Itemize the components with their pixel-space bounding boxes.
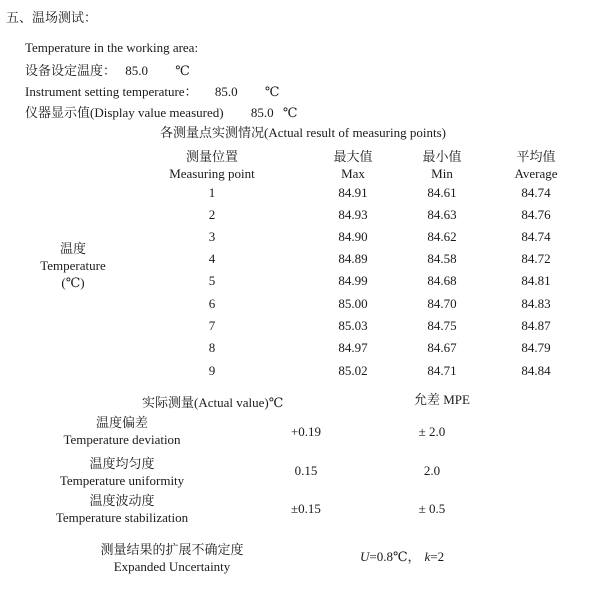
summary-label-deviation [42,414,202,448]
display-value-label: 仪器显示值(Display value measured) [25,105,224,120]
cell-avg: 84.76 [521,207,551,222]
cell-avg: 84.74 [521,185,551,200]
uniformity-actual: 0.15 [294,463,318,478]
header-min-cn: 最小值 [422,149,462,164]
display-value-value: 85.0 [250,105,274,120]
cell-point: 3 [208,229,216,244]
cell-point: 1 [208,185,216,200]
deviation-label-en: Temperature deviation [63,432,181,447]
cell-min: 84.58 [427,251,457,266]
actual-result-title: 各测量点实测情况(Actual result of measuring points) [160,125,446,140]
cell-point: 2 [208,207,216,222]
setting-temp-en-value: 85.0 [214,84,238,99]
cell-min: 84.71 [427,363,457,378]
cell-avg: 84.81 [521,273,551,288]
row-label-temperature [28,240,118,291]
row-label-unit: (℃) [61,275,85,290]
cell-max: 84.91 [338,185,368,200]
summary-label-stabilization [42,492,202,526]
cell-avg: 84.74 [521,229,551,244]
setting-temp-cn-unit: ℃ [175,63,190,78]
setting-temp-en-label: Instrument setting temperature： [25,84,198,99]
uncertainty-label [82,541,262,575]
header-min [407,148,477,182]
deviation-actual: +0.19 [290,424,322,439]
uncertainty-k-value: =2 [430,549,445,564]
stabilization-actual: ±0.15 [291,501,321,516]
cell-min: 84.63 [427,207,457,222]
cell-max: 85.03 [338,318,368,333]
cell-min: 84.62 [427,229,457,244]
stabilization-mpe: ± 0.5 [418,501,446,516]
setting-temp-cn-label: 设备设定温度： [25,63,117,78]
row-label-en: Temperature [40,258,106,273]
working-area-label: Temperature in the working area: [25,40,199,55]
header-min-en: Min [431,166,453,181]
header-measuring-point [152,148,272,182]
cell-min: 84.61 [427,185,457,200]
cell-avg: 84.72 [521,251,551,266]
display-value-unit: ℃ [282,105,298,120]
row-label-cn: 温度 [59,241,86,256]
section-title: 五、温场测试： [6,10,98,25]
cell-point: 9 [208,363,216,378]
stabilization-label-en: Temperature stabilization [55,510,189,525]
cell-point: 6 [208,296,216,311]
deviation-mpe: ± 2.0 [418,424,446,439]
cell-point: 4 [208,251,216,266]
uncertainty-label-en: Expanded Uncertainty [113,559,231,574]
deviation-label-cn: 温度偏差 [95,415,148,430]
header-avg-cn: 平均值 [516,149,556,164]
header-max-cn: 最大值 [333,149,373,164]
summary-mpe-header: 允差 MPE [414,392,470,407]
cell-min: 84.67 [427,340,457,355]
uncertainty-label-cn: 测量结果的扩展不确定度 [100,542,244,557]
cell-max: 84.93 [338,207,368,222]
summary-actual-header: 实际测量(Actual value)℃ [142,395,284,410]
cell-min: 84.75 [427,318,457,333]
cell-max: 85.02 [338,363,368,378]
header-avg-en: Average [514,166,558,181]
cell-avg: 84.84 [521,363,551,378]
cell-min: 84.68 [427,273,457,288]
setting-temp-en-unit: ℃ [264,84,280,99]
setting-temp-cn-value: 85.0 [125,63,149,78]
cell-avg: 84.87 [521,318,551,333]
uncertainty-u-symbol: U [360,549,370,564]
cell-point: 5 [208,273,216,288]
display-value-row [25,105,297,121]
summary-label-uniformity [42,455,202,489]
cell-min: 84.70 [427,296,457,311]
cell-point: 8 [208,340,216,355]
stabilization-label-cn: 温度波动度 [89,493,155,508]
uncertainty-k-symbol: k [424,549,431,564]
uncertainty-u-value: =0.8℃， [369,549,421,564]
header-point-cn: 测量位置 [185,149,238,164]
uncertainty-value [360,549,444,565]
cell-max: 85.00 [338,296,368,311]
header-point-en: Measuring point [169,166,255,181]
cell-avg: 84.83 [521,296,551,311]
setting-temp-en-row [25,84,279,100]
header-max-en: Max [341,166,365,181]
cell-avg: 84.79 [521,340,551,355]
uniformity-label-cn: 温度均匀度 [89,456,155,471]
cell-max: 84.99 [338,273,368,288]
uniformity-mpe: 2.0 [423,463,441,478]
uniformity-label-en: Temperature uniformity [59,473,185,488]
header-average [498,148,574,182]
setting-temp-cn-row [25,63,190,79]
cell-max: 84.97 [338,340,368,355]
cell-max: 84.90 [338,229,368,244]
cell-max: 84.89 [338,251,368,266]
header-max [318,148,388,182]
cell-point: 7 [208,318,216,333]
